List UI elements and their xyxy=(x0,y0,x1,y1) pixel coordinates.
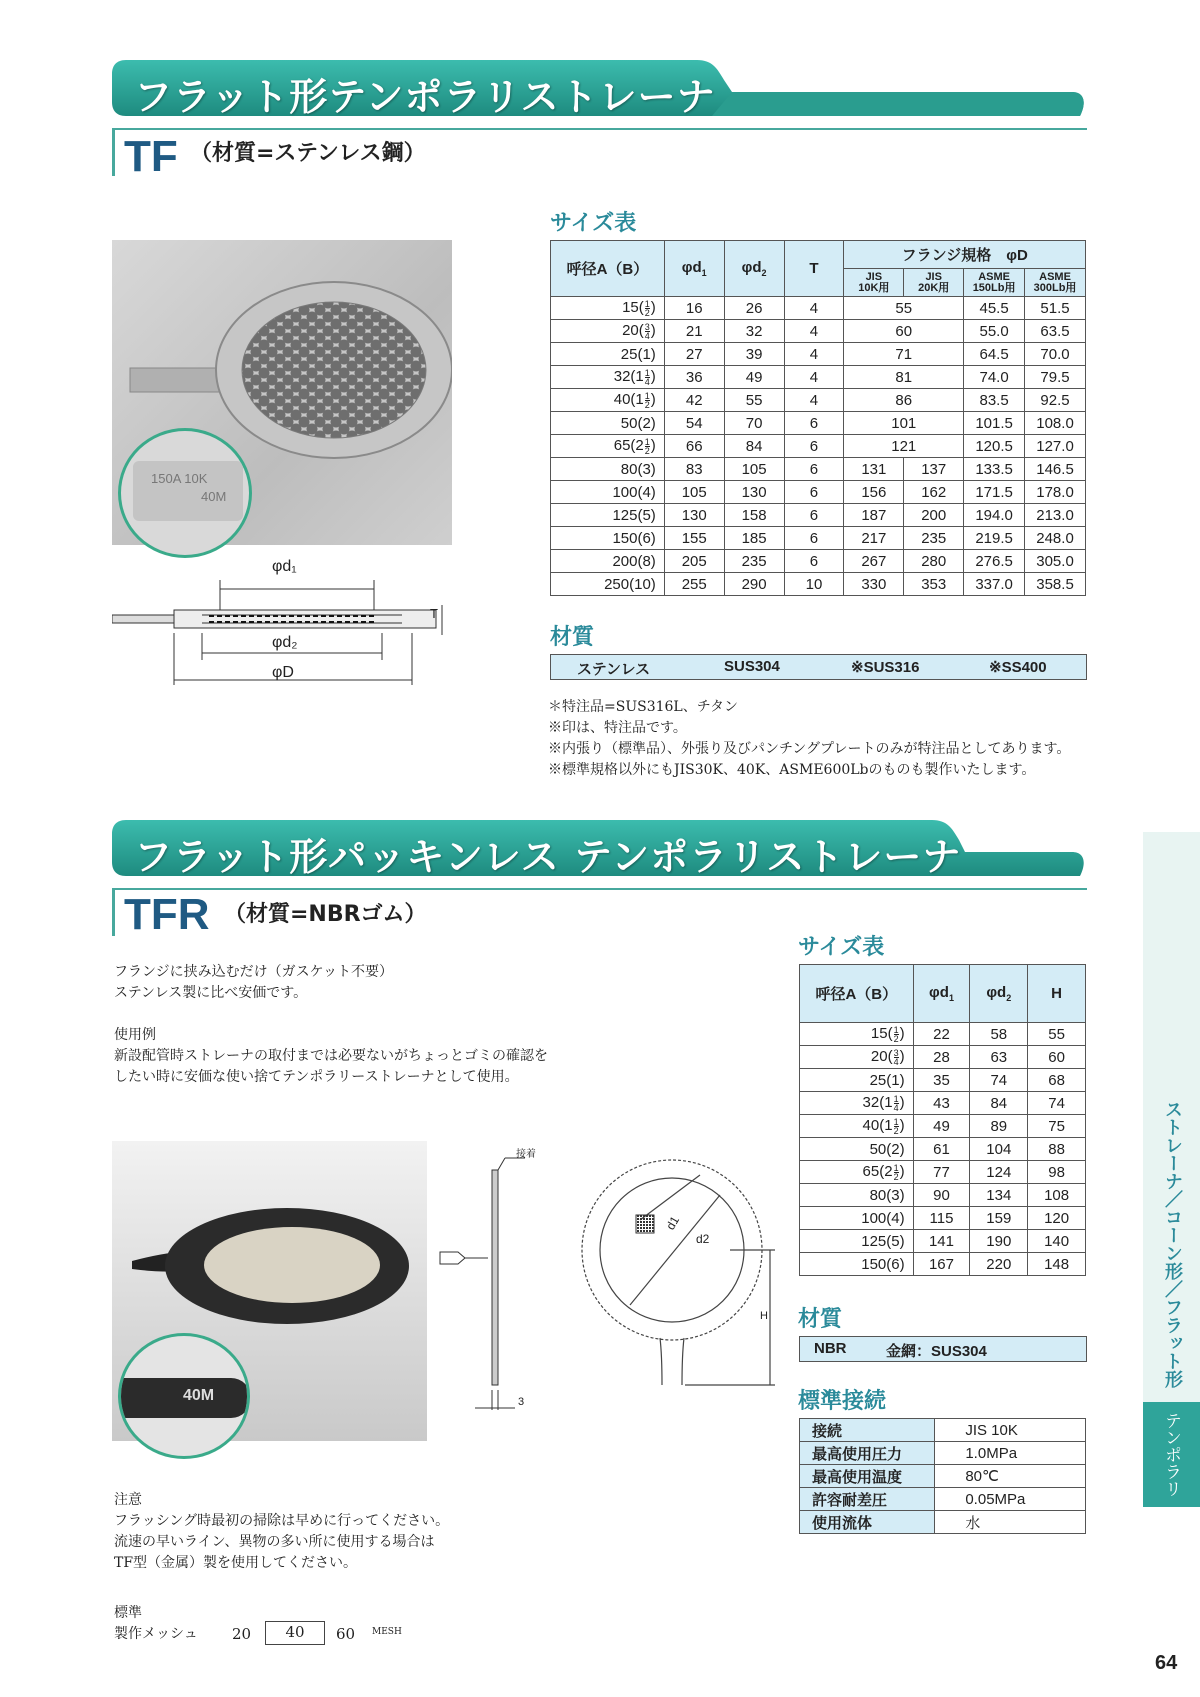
cell-jis: 71 xyxy=(844,343,964,366)
table-row xyxy=(551,504,1086,527)
cell-asme300: 213.0 xyxy=(1025,504,1086,527)
cell-nominal: 25(1) xyxy=(551,343,665,366)
cell-h: 74 xyxy=(1028,1092,1086,1115)
cell-asme300: 92.5 xyxy=(1025,389,1086,412)
tf-size-table-title: サイズ表 xyxy=(550,211,637,236)
cell-nominal: 15( $\frac{1}{2}$ ) xyxy=(551,297,665,320)
cell-nominal: 25(1) xyxy=(800,1069,914,1092)
table-row xyxy=(800,1161,1086,1184)
table-row xyxy=(800,1092,1086,1115)
cell-jis: 55 xyxy=(844,297,964,320)
cell-h: 98 xyxy=(1028,1161,1086,1184)
cell-nominal: 65(2 $\frac{1}{2}$ ) xyxy=(551,435,665,458)
cell-jis20k: 235 xyxy=(904,527,964,550)
cell-d1: 54 xyxy=(664,412,724,435)
tf-col-flange: フランジ規格 φD xyxy=(844,241,1086,269)
cell-nominal: 150(6) xyxy=(800,1253,914,1276)
cell-d2: 159 xyxy=(970,1207,1028,1230)
cell-d2: 185 xyxy=(724,527,784,550)
cell-d2: 235 xyxy=(724,550,784,573)
cell-jis10k: 330 xyxy=(844,573,904,596)
tf-note-2: ※印は、特注品です。 xyxy=(548,720,687,736)
cell-asme300: 146.5 xyxy=(1025,458,1086,481)
cell-d2: 124 xyxy=(970,1161,1028,1184)
cell-nominal: 20( $\frac{3}{4}$ ) xyxy=(551,320,665,343)
tf-note-3: ※内張り（標準品）、外張り及びパンチングプレートのみが特注品としてあります。 xyxy=(548,741,1071,757)
cell-t: 4 xyxy=(784,343,844,366)
cell-jis: 81 xyxy=(844,366,964,389)
tf-material-note: （材質=ステンレス鋼） xyxy=(190,141,426,166)
cell-d2: 55 xyxy=(724,389,784,412)
cell-d2: 58 xyxy=(970,1023,1028,1046)
table-row xyxy=(551,366,1086,389)
side-tab-temporary-label: テンポラリ xyxy=(1161,1412,1181,1497)
tfr-mat-mesh: 金網：SUS304 xyxy=(886,1343,987,1360)
table-row xyxy=(800,1138,1086,1161)
cell-jis10k: 156 xyxy=(844,481,904,504)
cell-nominal: 80(3) xyxy=(800,1184,914,1207)
cell-d2: 134 xyxy=(970,1184,1028,1207)
tfr-material-note: （材質=NBRゴム） xyxy=(224,902,427,927)
cell-asme150: 45.5 xyxy=(964,297,1025,320)
cell-d1: 83 xyxy=(664,458,724,481)
cell-d2: 32 xyxy=(724,320,784,343)
cell-t: 6 xyxy=(784,481,844,504)
cell-asme150: 64.5 xyxy=(964,343,1025,366)
tf-stamp-text-a: 150A 10K xyxy=(151,471,208,486)
conn-value: 0.05MPa xyxy=(935,1488,1086,1511)
tfr-desc-usage-2: したい時に安価な使い捨てテンポラリーストレーナとして使用。 xyxy=(114,1069,519,1085)
cell-asme150: 83.5 xyxy=(964,389,1025,412)
cell-asme300: 127.0 xyxy=(1025,435,1086,458)
cell-d2: 89 xyxy=(970,1115,1028,1138)
tfr-dim-H: H xyxy=(760,1310,768,1322)
table-row xyxy=(800,1419,1086,1442)
tf-dim-T: T xyxy=(430,606,438,621)
tfr-caution-title: 注意 xyxy=(114,1492,142,1508)
model-tf: TF xyxy=(124,132,178,181)
table-row xyxy=(800,1207,1086,1230)
cell-nominal: 50(2) xyxy=(551,412,665,435)
cell-t: 6 xyxy=(784,435,844,458)
cell-jis: 101 xyxy=(844,412,964,435)
cell-asme150: 219.5 xyxy=(964,527,1025,550)
cell-nominal: 50(2) xyxy=(800,1138,914,1161)
table-row xyxy=(551,550,1086,573)
cell-nominal: 65(2 $\frac{1}{2}$ ) xyxy=(800,1161,914,1184)
tf-col-t: T xyxy=(784,241,844,297)
tfr-front-drawing xyxy=(580,1155,780,1395)
mesh-40-selected: 40 xyxy=(265,1621,325,1645)
table-row xyxy=(800,1230,1086,1253)
cell-nominal: 32(1 $\frac{1}{4}$ ) xyxy=(800,1092,914,1115)
cell-asme300: 79.5 xyxy=(1025,366,1086,389)
tfr-connection-table xyxy=(799,1418,1086,1534)
table-row xyxy=(551,297,1086,320)
tf-stamp-text-b: 40M xyxy=(201,489,227,504)
table-row xyxy=(551,435,1086,458)
cell-jis20k: 162 xyxy=(904,481,964,504)
section1-banner xyxy=(112,58,1087,120)
table-row xyxy=(551,389,1086,412)
cell-jis10k: 131 xyxy=(844,458,904,481)
cell-d1: 205 xyxy=(664,550,724,573)
conn-key: 許容耐差圧 xyxy=(800,1488,935,1511)
tfr-glue-label: 接着 xyxy=(516,1149,536,1160)
table-row xyxy=(551,527,1086,550)
table-row xyxy=(800,1488,1086,1511)
cell-nominal: 150(6) xyxy=(551,527,665,550)
cell-nominal: 32(1 $\frac{1}{4}$ ) xyxy=(551,366,665,389)
tf-size-table xyxy=(550,240,1086,596)
cell-h: 108 xyxy=(1028,1184,1086,1207)
tf-dim-D: φD xyxy=(272,664,294,681)
section2-bar xyxy=(112,888,115,936)
cell-d2: 49 xyxy=(724,366,784,389)
model-tfr: TFR xyxy=(124,890,210,939)
cell-nominal: 80(3) xyxy=(551,458,665,481)
tfr-connection-title: 標準接続 xyxy=(798,1389,887,1414)
cell-h: 60 xyxy=(1028,1046,1086,1069)
table-row xyxy=(800,1115,1086,1138)
cell-asme300: 63.5 xyxy=(1025,320,1086,343)
cell-t: 4 xyxy=(784,320,844,343)
section1-title: フラット形テンポラリストレーナ xyxy=(134,75,716,119)
tfr-desc-usage-title: 使用例 xyxy=(114,1027,156,1043)
tf-stamp-closeup xyxy=(118,428,252,558)
cell-asme300: 178.0 xyxy=(1025,481,1086,504)
tfr-dim-d1: d1 xyxy=(663,1213,683,1233)
tf-mat-sus304: SUS304 xyxy=(724,658,780,675)
cell-t: 6 xyxy=(784,412,844,435)
cell-d2: 158 xyxy=(724,504,784,527)
cell-d1: 22 xyxy=(913,1023,970,1046)
cell-d2: 39 xyxy=(724,343,784,366)
cell-nominal: 15( $\frac{1}{2}$ ) xyxy=(800,1023,914,1046)
tf-note-1: ＊特注品=SUS316L、チタン xyxy=(548,699,739,715)
tf-mat-ss400: ※SS400 xyxy=(989,659,1047,676)
conn-key: 最高使用温度 xyxy=(800,1465,935,1488)
tf-col-asme300: ASME 300Lb用 xyxy=(1025,269,1086,297)
section2-rule xyxy=(112,888,1087,890)
cell-d1: 90 xyxy=(913,1184,970,1207)
cell-h: 88 xyxy=(1028,1138,1086,1161)
cell-jis10k: 217 xyxy=(844,527,904,550)
mesh-60: 60 xyxy=(336,1625,356,1643)
cell-asme300: 358.5 xyxy=(1025,573,1086,596)
table-row xyxy=(800,1184,1086,1207)
table-row xyxy=(551,481,1086,504)
cell-d2: 190 xyxy=(970,1230,1028,1253)
tf-col-d2: $\varphi d_2$ xyxy=(724,241,784,297)
tfr-caution xyxy=(114,1490,449,1574)
cell-nominal: 125(5) xyxy=(551,504,665,527)
cell-h: 140 xyxy=(1028,1230,1086,1253)
cell-d1: 42 xyxy=(664,389,724,412)
tf-notes xyxy=(548,697,1070,781)
tfr-size-table-title: サイズ表 xyxy=(798,935,885,960)
cell-jis20k: 280 xyxy=(904,550,964,573)
cell-asme150: 101.5 xyxy=(964,412,1025,435)
cell-d1: 27 xyxy=(664,343,724,366)
page-number: 64 xyxy=(1155,1652,1178,1674)
cell-d1: 66 xyxy=(664,435,724,458)
cell-d1: 130 xyxy=(664,504,724,527)
cell-h: 55 xyxy=(1028,1023,1086,1046)
tf-material-box xyxy=(550,654,1087,680)
cell-d1: 28 xyxy=(913,1046,970,1069)
cell-jis: 60 xyxy=(844,320,964,343)
tf-note-4: ※標準規格以外にもJIS30K、40K、ASME600Lbのものも製作いたします。 xyxy=(548,762,1036,778)
table-row xyxy=(800,1442,1086,1465)
cell-asme300: 51.5 xyxy=(1025,297,1086,320)
cell-nominal: 40(1 $\frac{1}{2}$ ) xyxy=(551,389,665,412)
tfr-desc-usage-1: 新設配管時ストレーナの取付までは必要ないがちょっとゴミの確認を xyxy=(114,1048,548,1064)
cell-d1: 43 xyxy=(913,1092,970,1115)
cell-d2: 84 xyxy=(970,1092,1028,1115)
cell-d2: 220 xyxy=(970,1253,1028,1276)
cell-h: 120 xyxy=(1028,1207,1086,1230)
cell-d1: 105 xyxy=(664,481,724,504)
tf-col-jis10k: JIS 10K用 xyxy=(844,269,904,297)
cell-asme300: 70.0 xyxy=(1025,343,1086,366)
cell-nominal: 100(4) xyxy=(551,481,665,504)
tfr-thickness-label: 3 xyxy=(518,1396,525,1408)
tfr-col-d2: $\varphi d_2$ xyxy=(970,965,1028,1023)
conn-key: 最高使用圧力 xyxy=(800,1442,935,1465)
cell-t: 4 xyxy=(784,389,844,412)
tf-col-jis20k: JIS 20K用 xyxy=(904,269,964,297)
conn-key: 接続 xyxy=(800,1419,935,1442)
cell-h: 75 xyxy=(1028,1115,1086,1138)
side-tab-temporary xyxy=(1143,1402,1200,1507)
mesh-label-made: 製作メッシュ xyxy=(114,1626,198,1642)
cell-asme150: 337.0 xyxy=(964,573,1025,596)
cell-h: 68 xyxy=(1028,1069,1086,1092)
cell-h: 148 xyxy=(1028,1253,1086,1276)
cell-asme150: 120.5 xyxy=(964,435,1025,458)
tf-mat-sus316: ※SUS316 xyxy=(851,659,920,676)
cell-jis: 121 xyxy=(844,435,964,458)
side-tab-category-label xyxy=(1159,1100,1185,1388)
cell-d1: 16 xyxy=(664,297,724,320)
tf-col-nominal: 呼径A（B） xyxy=(551,241,665,297)
tfr-stamp-text: 40M xyxy=(183,1387,215,1404)
tf-col-d1: $\varphi d_1$ xyxy=(664,241,724,297)
cell-nominal: 100(4) xyxy=(800,1207,914,1230)
tf-material-title: 材質 xyxy=(550,625,595,650)
table-row xyxy=(800,1253,1086,1276)
cell-asme150: 276.5 xyxy=(964,550,1025,573)
cell-jis10k: 267 xyxy=(844,550,904,573)
cell-t: 6 xyxy=(784,550,844,573)
mesh-20: 20 xyxy=(232,1625,252,1643)
tfr-col-d1: $\varphi d_1$ xyxy=(913,965,970,1023)
table-row xyxy=(800,1023,1086,1046)
cell-asme300: 248.0 xyxy=(1025,527,1086,550)
conn-value: 1.0MPa xyxy=(935,1442,1086,1465)
side-tab-category-text: ストレーナ／コーン形／フラット形 xyxy=(1162,1100,1183,1388)
cell-d2: 70 xyxy=(724,412,784,435)
cell-nominal: 200(8) xyxy=(551,550,665,573)
cell-asme150: 171.5 xyxy=(964,481,1025,504)
cell-asme150: 74.0 xyxy=(964,366,1025,389)
cell-nominal: 250(10) xyxy=(551,573,665,596)
tfr-caution-1: フラッシング時最初の掃除は早めに行ってください。 xyxy=(114,1513,450,1529)
cell-d1: 35 xyxy=(913,1069,970,1092)
cell-t: 6 xyxy=(784,458,844,481)
table-row xyxy=(800,1465,1086,1488)
cell-asme300: 305.0 xyxy=(1025,550,1086,573)
cell-t: 4 xyxy=(784,297,844,320)
cell-d2: 63 xyxy=(970,1046,1028,1069)
cell-d2: 290 xyxy=(724,573,784,596)
cell-d2: 84 xyxy=(724,435,784,458)
cell-asme150: 194.0 xyxy=(964,504,1025,527)
cell-asme150: 133.5 xyxy=(964,458,1025,481)
tfr-caution-3: TF型（金属）製を使用してください。 xyxy=(114,1555,358,1571)
tfr-side-drawing xyxy=(430,1140,540,1420)
cell-asme300: 108.0 xyxy=(1025,412,1086,435)
cell-d2: 130 xyxy=(724,481,784,504)
cell-d1: 36 xyxy=(664,366,724,389)
table-row xyxy=(551,573,1086,596)
cell-t: 6 xyxy=(784,527,844,550)
cell-d1: 77 xyxy=(913,1161,970,1184)
mesh-unit: MESH xyxy=(372,1627,402,1637)
table-row xyxy=(800,1046,1086,1069)
cell-d1: 61 xyxy=(913,1138,970,1161)
cell-d1: 21 xyxy=(664,320,724,343)
tfr-dim-d2: d2 xyxy=(696,1232,710,1246)
conn-key: 使用流体 xyxy=(800,1511,935,1534)
conn-value: 水 xyxy=(935,1511,1086,1534)
cell-jis: 86 xyxy=(844,389,964,412)
tfr-desc-2: ステンレス製に比べ安価です。 xyxy=(114,985,308,1001)
cell-nominal: 40(1 $\frac{1}{2}$ ) xyxy=(800,1115,914,1138)
tf-dim-d2: φd₂ xyxy=(272,634,298,651)
cell-t: 6 xyxy=(784,504,844,527)
cell-jis10k: 187 xyxy=(844,504,904,527)
side-tab-category xyxy=(1143,832,1200,1402)
tfr-material-box xyxy=(799,1336,1087,1362)
section1-bar xyxy=(112,128,115,176)
tf-mat-stainless: ステンレス xyxy=(577,661,651,678)
cell-d1: 167 xyxy=(913,1253,970,1276)
tfr-size-table xyxy=(799,964,1086,1276)
cell-jis20k: 353 xyxy=(904,573,964,596)
section2-banner xyxy=(112,818,1087,880)
table-row xyxy=(800,1069,1086,1092)
cell-d2: 26 xyxy=(724,297,784,320)
tf-col-asme150: ASME 150Lb用 xyxy=(964,269,1025,297)
tfr-desc-1: フランジに挟み込むだけ（ガスケット不要） xyxy=(114,964,393,980)
cell-d1: 49 xyxy=(913,1115,970,1138)
tfr-material-title: 材質 xyxy=(798,1307,843,1332)
section1-rule xyxy=(112,128,1087,130)
tfr-caution-2: 流速の早いライン、異物の多い所に使用する場合は xyxy=(114,1534,435,1550)
tfr-stamp-closeup xyxy=(118,1333,250,1459)
table-row xyxy=(551,412,1086,435)
cell-d1: 115 xyxy=(913,1207,970,1230)
tfr-mat-nbr: NBR xyxy=(814,1340,847,1357)
tf-dim-d1: φd₁ xyxy=(272,558,297,575)
cell-d2: 105 xyxy=(724,458,784,481)
cell-jis20k: 137 xyxy=(904,458,964,481)
table-row xyxy=(551,343,1086,366)
cell-nominal: 20( $\frac{3}{4}$ ) xyxy=(800,1046,914,1069)
conn-value: JIS 10K xyxy=(935,1419,1086,1442)
cell-d2: 74 xyxy=(970,1069,1028,1092)
mesh-label-standard: 標準 xyxy=(114,1605,142,1621)
section2-title: フラット形パッキンレス テンポラリストレーナ xyxy=(134,835,962,879)
tfr-description xyxy=(114,962,548,1088)
conn-value: 80℃ xyxy=(935,1465,1086,1488)
tfr-col-nominal: 呼径A（B） xyxy=(800,965,914,1023)
table-row xyxy=(551,458,1086,481)
cell-t: 10 xyxy=(784,573,844,596)
cell-nominal: 125(5) xyxy=(800,1230,914,1253)
cell-t: 4 xyxy=(784,366,844,389)
table-row xyxy=(551,320,1086,343)
cell-asme150: 55.0 xyxy=(964,320,1025,343)
cell-jis20k: 200 xyxy=(904,504,964,527)
cell-d1: 155 xyxy=(664,527,724,550)
tfr-col-h: H xyxy=(1028,965,1086,1023)
cell-d1: 255 xyxy=(664,573,724,596)
table-row xyxy=(800,1511,1086,1534)
cell-d2: 104 xyxy=(970,1138,1028,1161)
cell-d1: 141 xyxy=(913,1230,970,1253)
